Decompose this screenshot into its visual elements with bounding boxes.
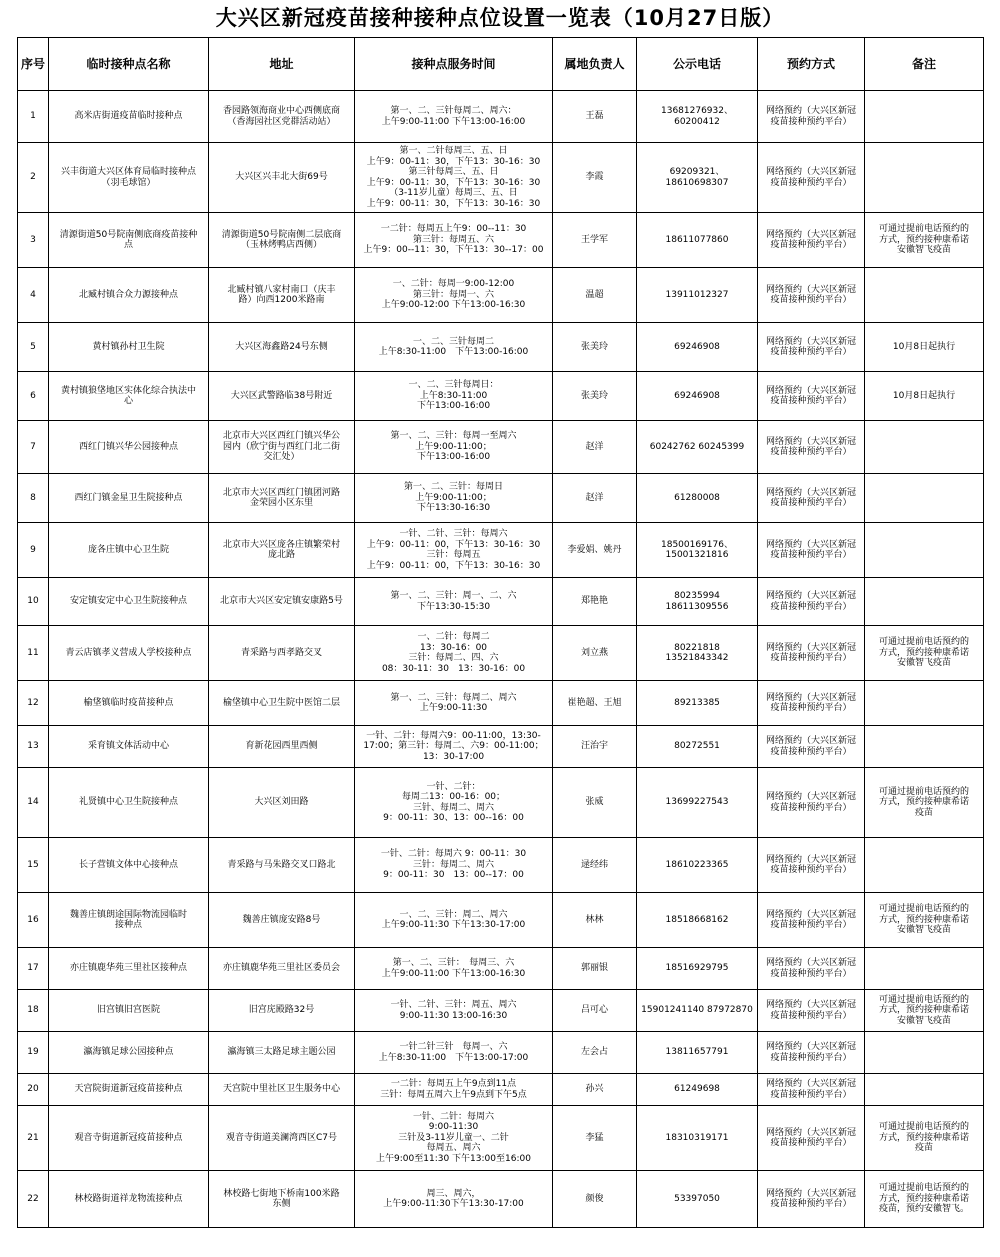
cell-booking: 网络预约（大兴区新冠 疫苗接种预约平台） <box>758 626 865 681</box>
cell-service-time: 一、二针：每周二 13：30-16：00 三针：每周二、四、六 08：30-11：30 13：30-16：00 <box>355 626 553 681</box>
cell-person-in-charge: 孙兴 <box>553 1074 637 1106</box>
cell-address: 北京市大兴区西红门镇团河路 金荣园小区东里 <box>209 474 355 523</box>
table-row <box>18 1074 984 1106</box>
cell-notes <box>865 523 984 578</box>
cell-booking: 网络预约（大兴区新冠 疫苗接种预约平台） <box>758 948 865 990</box>
table-row <box>18 143 984 213</box>
cell-person-in-charge: 张威 <box>553 768 637 838</box>
cell-notes: 10月8日起执行 <box>865 372 984 421</box>
cell-site-name: 天宫院街道新冠疫苗接种点 <box>49 1074 209 1106</box>
cell-site-name: 观音寺街道新冠疫苗接种点 <box>49 1106 209 1171</box>
cell-person-in-charge: 郑艳艳 <box>553 578 637 626</box>
cell-notes: 可通过提前电话预约的 方式，预约接种康希诺 疫苗 <box>865 768 984 838</box>
cell-notes: 可通过提前电话预约的 方式，预约接种康希诺 疫苗，预约安徽智飞。 <box>865 1171 984 1228</box>
cell-service-time: 一针、二针：每周六 9:00-11:30 三针及3-11岁儿童一、二针 每周五、周六 上午9:00至11:30 下午13:00至16:00 <box>355 1106 553 1171</box>
page-title: 大兴区新冠疫苗接种接种点位设置一览表（10月27日版） <box>215 6 785 30</box>
cell-address: 青采路与马朱路交叉口路北 <box>209 838 355 893</box>
header-row <box>18 38 984 91</box>
cell-service-time: 一针、二针： 每周二13：00-16：00； 三针、每周二、周六 9：00-11：30、13：00--16：00 <box>355 768 553 838</box>
cell-address: 青采路与西孝路交叉 <box>209 626 355 681</box>
cell-booking: 网络预约（大兴区新冠 疫苗接种预约平台） <box>758 372 865 421</box>
cell-site-name: 礼贤镇中心卫生院接种点 <box>49 768 209 838</box>
cell-person-in-charge: 赵洋 <box>553 474 637 523</box>
cell-notes <box>865 421 984 474</box>
cell-service-time: 第一、二、三针：每周二、周六 上午9:00-11:30 <box>355 681 553 726</box>
cell-notes <box>865 578 984 626</box>
cell-notes <box>865 726 984 768</box>
cell-phone: 69246908 <box>637 323 758 372</box>
table-row <box>18 474 984 523</box>
cell-no: 19 <box>18 1032 49 1074</box>
cell-notes <box>865 474 984 523</box>
cell-no: 12 <box>18 681 49 726</box>
cell-phone: 89213385 <box>637 681 758 726</box>
cell-notes <box>865 838 984 893</box>
cell-no: 1 <box>18 91 49 143</box>
cell-site-name: 采育镇文体活动中心 <box>49 726 209 768</box>
cell-address: 大兴区兴丰北大街69号 <box>209 143 355 213</box>
cell-booking: 网络预约（大兴区新冠 疫苗接种预约平台） <box>758 726 865 768</box>
cell-service-time: 一二针：每周五上午9点到11点 三针：每周五周六上午9点到下午5点 <box>355 1074 553 1106</box>
cell-booking: 网络预约（大兴区新冠 疫苗接种预约平台） <box>758 681 865 726</box>
cell-site-name: 庞各庄镇中心卫生院 <box>49 523 209 578</box>
cell-phone: 13811657791 <box>637 1032 758 1074</box>
cell-phone: 18500169176、15001321816 <box>637 523 758 578</box>
cell-person-in-charge: 刘立燕 <box>553 626 637 681</box>
cell-service-time: 第一、二、三针：每周日 上午9:00-11:00； 下午13:30-16:30 <box>355 474 553 523</box>
cell-service-time: 第一、二、三针：每周一至周六 上午9:00-11:00； 下午13:00-16:00 <box>355 421 553 474</box>
cell-address: 北京市大兴区西红门镇兴华公 园内（欣宁街与西红门北二街 交汇处） <box>209 421 355 474</box>
table-row <box>18 578 984 626</box>
cell-site-name: 黄村镇狼垡地区实体化综合执法中 心 <box>49 372 209 421</box>
cell-site-name: 兴丰街道大兴区体育局临时接种点 （羽毛球馆） <box>49 143 209 213</box>
cell-site-name: 青云店镇孝义营成人学校接种点 <box>49 626 209 681</box>
cell-address: 魏善庄镇庞安路8号 <box>209 893 355 948</box>
cell-no: 4 <box>18 268 49 323</box>
table-row <box>18 1171 984 1228</box>
cell-notes <box>865 268 984 323</box>
cell-site-name: 亦庄镇鹿华苑三里社区接种点 <box>49 948 209 990</box>
cell-site-name: 高米店街道疫苗临时接种点 <box>49 91 209 143</box>
cell-phone: 61280008 <box>637 474 758 523</box>
cell-person-in-charge: 张美玲 <box>553 372 637 421</box>
cell-site-name: 旧宫镇旧宫医院 <box>49 990 209 1032</box>
cell-address: 北京市大兴区安定镇安康路5号 <box>209 578 355 626</box>
cell-booking: 网络预约（大兴区新冠 疫苗接种预约平台） <box>758 990 865 1032</box>
cell-phone: 80235994 18611309556 <box>637 578 758 626</box>
cell-person-in-charge: 林林 <box>553 893 637 948</box>
cell-booking: 网络预约（大兴区新冠 疫苗接种预约平台） <box>758 578 865 626</box>
cell-site-name: 林校路街道祥龙物流接种点 <box>49 1171 209 1228</box>
table-row <box>18 1032 984 1074</box>
cell-no: 21 <box>18 1106 49 1171</box>
cell-no: 9 <box>18 523 49 578</box>
cell-person-in-charge: 逯经纬 <box>553 838 637 893</box>
cell-service-time: 一、二、三针：周二、周六 上午9:00-11:30 下午13:30-17:00 <box>355 893 553 948</box>
cell-phone: 80221818 13521843342 <box>637 626 758 681</box>
cell-phone: 18310319171 <box>637 1106 758 1171</box>
cell-service-time: 第一、二、三针每周二、周六： 上午9:00-11:00 下午13:00-16:00 <box>355 91 553 143</box>
vaccination-sites-table <box>17 37 984 1228</box>
cell-no: 14 <box>18 768 49 838</box>
table-row <box>18 681 984 726</box>
table-body <box>18 91 984 1228</box>
cell-no: 3 <box>18 213 49 268</box>
cell-booking: 网络预约（大兴区新冠 疫苗接种预约平台） <box>758 768 865 838</box>
header-booking: 预约方式 <box>758 38 865 91</box>
cell-phone: 13681276932、60200412 <box>637 91 758 143</box>
cell-booking: 网络预约（大兴区新冠 疫苗接种预约平台） <box>758 474 865 523</box>
cell-address: 大兴区武警路临38号附近 <box>209 372 355 421</box>
cell-phone: 60242762 60245399 <box>637 421 758 474</box>
cell-no: 22 <box>18 1171 49 1228</box>
cell-booking: 网络预约（大兴区新冠 疫苗接种预约平台） <box>758 1171 865 1228</box>
cell-address: 香园路领海商业中心西侧底商 （香海园社区党群活动站） <box>209 91 355 143</box>
cell-booking: 网络预约（大兴区新冠 疫苗接种预约平台） <box>758 143 865 213</box>
cell-booking: 网络预约（大兴区新冠 疫苗接种预约平台） <box>758 1106 865 1171</box>
cell-address: 北臧村镇八家村南口（庆丰 路）向西1200米路南 <box>209 268 355 323</box>
cell-site-name: 黄村镇孙村卫生院 <box>49 323 209 372</box>
table-row <box>18 372 984 421</box>
table-row <box>18 893 984 948</box>
cell-booking: 网络预约（大兴区新冠 疫苗接种预约平台） <box>758 838 865 893</box>
cell-site-name: 北臧村镇合众力源接种点 <box>49 268 209 323</box>
cell-address: 榆垡镇中心卫生院中医馆二层 <box>209 681 355 726</box>
cell-no: 7 <box>18 421 49 474</box>
cell-person-in-charge: 汪治宇 <box>553 726 637 768</box>
cell-phone: 18610223365 <box>637 838 758 893</box>
table-row <box>18 1106 984 1171</box>
cell-phone: 13911012327 <box>637 268 758 323</box>
cell-no: 2 <box>18 143 49 213</box>
cell-service-time: 一二针：每周五上午9：00--11：30 第三针：每周五、六 上午9：00--11：30，下午13：30--17：00 <box>355 213 553 268</box>
cell-person-in-charge: 左会占 <box>553 1032 637 1074</box>
cell-booking: 网络预约（大兴区新冠 疫苗接种预约平台） <box>758 1032 865 1074</box>
table-row <box>18 990 984 1032</box>
cell-address: 亦庄镇鹿华苑三里社区委员会 <box>209 948 355 990</box>
cell-person-in-charge: 王磊 <box>553 91 637 143</box>
cell-site-name: 西红门镇金星卫生院接种点 <box>49 474 209 523</box>
cell-person-in-charge: 王学军 <box>553 213 637 268</box>
header-phone: 公示电话 <box>637 38 758 91</box>
cell-phone: 13699227543 <box>637 768 758 838</box>
cell-service-time: 一针、二针：每周六 9：00-11：30 三针：每周二、周六 9：00-11：30 13：00--17：00 <box>355 838 553 893</box>
cell-person-in-charge: 赵洋 <box>553 421 637 474</box>
cell-service-time: 周三、周六， 上午9:00-11:30下午13:30-17:00 <box>355 1171 553 1228</box>
cell-person-in-charge: 李霞 <box>553 143 637 213</box>
cell-phone: 18516929795 <box>637 948 758 990</box>
cell-no: 8 <box>18 474 49 523</box>
cell-notes <box>865 91 984 143</box>
table-row <box>18 838 984 893</box>
cell-notes <box>865 1032 984 1074</box>
cell-notes: 可通过提前电话预约的 方式，预约接种康希诺 疫苗 <box>865 1106 984 1171</box>
table-row <box>18 268 984 323</box>
cell-address: 育新花园西里西侧 <box>209 726 355 768</box>
cell-address: 大兴区刘田路 <box>209 768 355 838</box>
cell-person-in-charge: 吕可心 <box>553 990 637 1032</box>
cell-service-time: 一、二、三针每周二 上午8:30-11:00 下午13:00-16:00 <box>355 323 553 372</box>
header-service-time: 接种点服务时间 <box>355 38 553 91</box>
cell-notes: 10月8日起执行 <box>865 323 984 372</box>
table-row <box>18 421 984 474</box>
cell-booking: 网络预约（大兴区新冠 疫苗接种预约平台） <box>758 523 865 578</box>
cell-no: 15 <box>18 838 49 893</box>
cell-booking: 网络预约（大兴区新冠 疫苗接种预约平台） <box>758 268 865 323</box>
cell-booking: 网络预约（大兴区新冠 疫苗接种预约平台） <box>758 893 865 948</box>
cell-booking: 网络预约（大兴区新冠 疫苗接种预约平台） <box>758 323 865 372</box>
cell-no: 13 <box>18 726 49 768</box>
cell-service-time: 一、二针：每周一9:00-12:00 第三针：每周一、六 上午9:00-12:00 下午13:00-16:30 <box>355 268 553 323</box>
cell-no: 17 <box>18 948 49 990</box>
cell-booking: 网络预约（大兴区新冠 疫苗接种预约平台） <box>758 213 865 268</box>
table-row <box>18 626 984 681</box>
header-address: 地址 <box>209 38 355 91</box>
cell-address: 大兴区海鑫路24号东侧 <box>209 323 355 372</box>
header-person-in-charge: 属地负责人 <box>553 38 637 91</box>
cell-site-name: 安定镇安定中心卫生院接种点 <box>49 578 209 626</box>
cell-phone: 80272551 <box>637 726 758 768</box>
cell-no: 11 <box>18 626 49 681</box>
cell-service-time: 一针二针三针 每周一、六 上午8:30-11:00 下午13:00-17:00 <box>355 1032 553 1074</box>
cell-no: 10 <box>18 578 49 626</box>
table-row <box>18 523 984 578</box>
cell-phone: 69209321、18610698307 <box>637 143 758 213</box>
cell-site-name: 西红门镇兴华公园接种点 <box>49 421 209 474</box>
cell-no: 6 <box>18 372 49 421</box>
cell-service-time: 第一、二、三针： 每周三、六 上午9:00-11:00 下午13:00-16:30 <box>355 948 553 990</box>
cell-person-in-charge: 郭丽银 <box>553 948 637 990</box>
cell-phone: 18611077860 <box>637 213 758 268</box>
table-row <box>18 948 984 990</box>
cell-address: 北京市大兴区庞各庄镇繁荣村 庞北路 <box>209 523 355 578</box>
cell-notes: 可通过提前电话预约的 方式，预约接种康希诺 安徽智飞疫苗 <box>865 626 984 681</box>
table-row <box>18 726 984 768</box>
cell-person-in-charge: 李猛 <box>553 1106 637 1171</box>
cell-person-in-charge: 李爱娟、姚丹 <box>553 523 637 578</box>
cell-service-time: 一针、二针、三针：周五、周六 9:00-11:30 13:00-16:30 <box>355 990 553 1032</box>
cell-address: 天宫院中里社区卫生服务中心 <box>209 1074 355 1106</box>
cell-site-name: 魏善庄镇朗途国际物流园临时 接种点 <box>49 893 209 948</box>
table-row <box>18 213 984 268</box>
header-site-name: 临时接种点名称 <box>49 38 209 91</box>
cell-notes: 可通过提前电话预约的 方式，预约接种康希诺 安徽智飞疫苗 <box>865 893 984 948</box>
cell-person-in-charge: 颜俊 <box>553 1171 637 1228</box>
table-row <box>18 91 984 143</box>
cell-site-name: 长子营镇文体中心接种点 <box>49 838 209 893</box>
cell-person-in-charge: 温超 <box>553 268 637 323</box>
cell-booking: 网络预约（大兴区新冠 疫苗接种预约平台） <box>758 91 865 143</box>
table-row <box>18 768 984 838</box>
cell-site-name: 清源街道50号院南侧底商疫苗接种 点 <box>49 213 209 268</box>
cell-site-name: 榆垡镇临时疫苗接种点 <box>49 681 209 726</box>
cell-address: 林校路七街地下桥南100米路 东侧 <box>209 1171 355 1228</box>
cell-phone: 15901241140 87972870 <box>637 990 758 1032</box>
cell-service-time: 一针、二针：每周六9：00-11:00，13:30- 17:00；第三针：每周二、六9：00-11:00； 13：30-17:00 <box>355 726 553 768</box>
cell-booking: 网络预约（大兴区新冠 疫苗接种预约平台） <box>758 421 865 474</box>
cell-no: 20 <box>18 1074 49 1106</box>
header-no: 序号 <box>18 38 49 91</box>
cell-service-time: 一、二、三针每周日： 上午8:30-11:00 下午13:00-16:00 <box>355 372 553 421</box>
cell-notes <box>865 1074 984 1106</box>
cell-person-in-charge: 张美玲 <box>553 323 637 372</box>
cell-booking: 网络预约（大兴区新冠 疫苗接种预约平台） <box>758 1074 865 1106</box>
cell-notes <box>865 948 984 990</box>
cell-no: 5 <box>18 323 49 372</box>
cell-service-time: 第一、二针每周三、五、日 上午9：00-11：30，下午13：30-16：30 第三针每周三、五、日 上午9：00-11：30，下午13：30-16：30 （3-11岁儿童）每周三、五、日 上午9：00-11：30，下午13：30-16：30 <box>355 143 553 213</box>
cell-no: 16 <box>18 893 49 948</box>
cell-site-name: 瀛海镇足球公园接种点 <box>49 1032 209 1074</box>
cell-notes: 可通过提前电话预约的 方式，预约接种康希诺 安徽智飞疫苗 <box>865 213 984 268</box>
header-notes: 备注 <box>865 38 984 91</box>
cell-service-time: 第一、二、三针：周一、二、六 下午13:30-15:30 <box>355 578 553 626</box>
cell-address: 旧宫庑殿路32号 <box>209 990 355 1032</box>
cell-phone: 53397050 <box>637 1171 758 1228</box>
cell-notes <box>865 681 984 726</box>
cell-person-in-charge: 崔艳超、王旭 <box>553 681 637 726</box>
cell-service-time: 一针、二针、三针：每周六 上午9：00-11：00，下午13：30-16：30 三针：每周五 上午9：00-11：00，下午13：30-16：30 <box>355 523 553 578</box>
cell-address: 清源街道50号院南侧二层底商 （玉林烤鸭店西侧） <box>209 213 355 268</box>
cell-address: 观音寺街道美澜湾西区C7号 <box>209 1106 355 1171</box>
cell-address: 瀛海镇三太路足球主题公园 <box>209 1032 355 1074</box>
cell-phone: 69246908 <box>637 372 758 421</box>
cell-phone: 61249698 <box>637 1074 758 1106</box>
cell-no: 18 <box>18 990 49 1032</box>
cell-phone: 18518668162 <box>637 893 758 948</box>
cell-notes: 可通过提前电话预约的 方式，预约接种康希诺 安徽智飞疫苗 <box>865 990 984 1032</box>
cell-notes <box>865 143 984 213</box>
table-row <box>18 323 984 372</box>
